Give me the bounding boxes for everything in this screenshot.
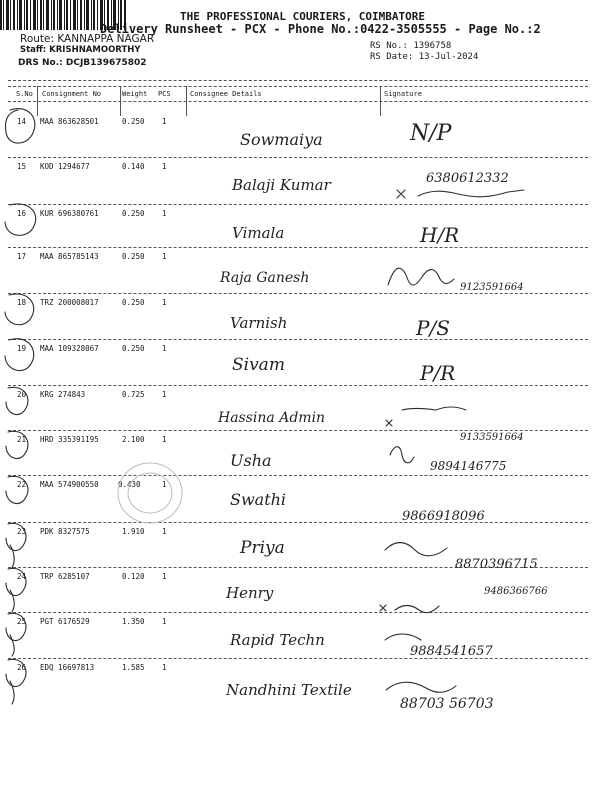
row-weight: 1.350 bbox=[122, 617, 145, 626]
sno-circle-mark bbox=[6, 659, 26, 704]
row-weight: 1.585 bbox=[122, 663, 145, 672]
consignee-handwriting: Sivam bbox=[232, 355, 285, 375]
row-consignment: TRP 6285107 bbox=[40, 572, 90, 581]
consignee-handwriting: Nandhini Textile bbox=[226, 681, 352, 699]
row-sno: 16 bbox=[17, 209, 27, 218]
consignee-handwriting: Swathi bbox=[230, 490, 287, 509]
row-weight: 0.725 bbox=[122, 390, 145, 399]
signature-handwriting: 9884541657 bbox=[410, 644, 493, 659]
route-label: Route: KANNAPPA NAGAR bbox=[20, 33, 155, 45]
sno-circle-mark bbox=[5, 204, 36, 235]
office-stamp bbox=[118, 463, 182, 523]
signature-handwriting: 8870396715 bbox=[455, 557, 538, 572]
row-sno: 26 bbox=[17, 663, 27, 672]
rs-number: RS No.: 1396758 bbox=[370, 41, 452, 51]
signature-handwriting: 9123591664 bbox=[460, 282, 524, 293]
row-sno: 19 bbox=[17, 344, 27, 353]
runsheet-title: Delivery Runsheet - PCX - Phone No.:0422-3505555 - Page No.:2 bbox=[100, 22, 541, 36]
sno-circle-mark bbox=[6, 109, 35, 143]
col-header-consignment: Consignment No bbox=[42, 90, 102, 98]
signature-scribble bbox=[390, 447, 414, 463]
signature-scribble bbox=[385, 543, 447, 556]
signature-scribble bbox=[388, 268, 454, 285]
col-header-pcs: PCS bbox=[158, 90, 171, 98]
consignee-handwriting: Varnish bbox=[230, 314, 288, 332]
row-consignment: MAA 574900550 bbox=[40, 480, 99, 489]
rs-date: RS Date: 13-Jul-2024 bbox=[370, 52, 479, 62]
signature-handwriting: P/R bbox=[420, 361, 456, 385]
row-weight: 2.100 bbox=[122, 435, 145, 444]
row-pcs: 1 bbox=[162, 252, 167, 261]
row-weight: 0.250 bbox=[122, 252, 145, 261]
row-consignment: TRZ 200008017 bbox=[40, 298, 99, 307]
row-weight: 0.250 bbox=[122, 209, 145, 218]
signature-handwriting: P/S bbox=[416, 316, 450, 340]
consignee-handwriting: Hassina Admin bbox=[218, 410, 326, 426]
row-pcs: 1 bbox=[162, 572, 167, 581]
row-consignment: MAA 863628501 bbox=[40, 117, 99, 126]
row-weight: 0.430 bbox=[118, 480, 141, 489]
row-consignment: HRD 335391195 bbox=[40, 435, 99, 444]
row-consignment: KOD 1294677 bbox=[40, 162, 90, 171]
signature-handwriting: 9894146775 bbox=[430, 459, 507, 473]
sno-circle-mark bbox=[6, 387, 28, 414]
consignee-handwriting: Henry bbox=[226, 584, 274, 602]
col-header-signature: Signature bbox=[384, 90, 422, 98]
row-sno: 24 bbox=[17, 572, 27, 581]
row-pcs: 1 bbox=[162, 617, 167, 626]
consignee-handwriting: Vimala bbox=[232, 224, 285, 242]
col-header-sno: S.No bbox=[16, 90, 33, 98]
row-sno: 25 bbox=[17, 617, 27, 626]
row-sno: 18 bbox=[17, 298, 27, 307]
signature-handwriting: 9866918096 bbox=[402, 509, 485, 524]
row-consignment: KUR 696380761 bbox=[40, 209, 99, 218]
row-consignment: KRG 274843 bbox=[40, 390, 86, 399]
row-pcs: 1 bbox=[162, 117, 167, 126]
row-consignment: MAA 865785143 bbox=[40, 252, 99, 261]
row-weight: 0.120 bbox=[122, 572, 145, 581]
col-header-weight: Weight bbox=[122, 90, 148, 98]
row-consignment: PGT 6176529 bbox=[40, 617, 90, 626]
signature-handwriting: 9486366766 bbox=[484, 586, 548, 597]
consignee-handwriting: Usha bbox=[230, 451, 272, 470]
row-weight: 0.250 bbox=[122, 117, 145, 126]
row-pcs: 1 bbox=[162, 298, 167, 307]
row-consignment: PDK 8327575 bbox=[40, 527, 90, 536]
sno-circle-mark bbox=[6, 431, 28, 458]
consignee-handwriting: Priya bbox=[240, 538, 285, 558]
row-pcs: 1 bbox=[162, 344, 167, 353]
row-weight: 0.250 bbox=[122, 344, 145, 353]
row-consignment: EDQ 16697813 bbox=[40, 663, 95, 672]
row-sno: 22 bbox=[17, 480, 27, 489]
signature-handwriting: 88703 56703 bbox=[400, 696, 494, 712]
row-pcs: 1 bbox=[162, 663, 167, 672]
sno-circle-mark bbox=[5, 339, 34, 371]
signature-handwriting: 9133591664 bbox=[460, 432, 524, 443]
signature-scribble bbox=[385, 634, 421, 640]
row-weight: 1.910 bbox=[122, 527, 145, 536]
sno-circle-mark bbox=[6, 613, 26, 656]
row-sno: 20 bbox=[17, 390, 27, 399]
row-sno: 15 bbox=[17, 162, 27, 171]
row-pcs: 1 bbox=[162, 162, 167, 171]
row-sno: 21 bbox=[17, 435, 27, 444]
signature-handwriting: N/P bbox=[410, 121, 452, 146]
row-sno: 23 bbox=[17, 527, 27, 536]
row-pcs: 1 bbox=[162, 390, 167, 399]
sno-circle-mark bbox=[6, 523, 26, 568]
signature-scribble bbox=[386, 407, 466, 426]
col-header-details: Consignee Details bbox=[190, 90, 262, 98]
sno-circle-mark bbox=[6, 476, 28, 503]
signature-handwriting: 6380612332 bbox=[426, 171, 509, 186]
signature-handwriting: H/R bbox=[420, 223, 460, 247]
row-sno: 17 bbox=[17, 252, 27, 261]
row-consignment: MAA 109328067 bbox=[40, 344, 99, 353]
signature-scribble bbox=[380, 605, 439, 613]
staff-label: Staff: KRISHNAMOORTHY bbox=[20, 45, 141, 55]
company-name: THE PROFESSIONAL COURIERS, COIMBATORE bbox=[180, 10, 426, 23]
row-weight: 0.140 bbox=[122, 162, 145, 171]
row-weight: 0.250 bbox=[122, 298, 145, 307]
drs-number: DRS No.: DCJB139675802 bbox=[18, 58, 147, 68]
consignee-handwriting: Balaji Kumar bbox=[232, 176, 331, 194]
row-pcs: 1 bbox=[162, 435, 167, 444]
sno-circle-mark bbox=[5, 294, 34, 325]
row-pcs: 1 bbox=[162, 527, 167, 536]
row-pcs: 1 bbox=[162, 209, 167, 218]
consignee-handwriting: Raja Ganesh bbox=[220, 270, 310, 286]
sno-circle-mark bbox=[6, 568, 26, 612]
row-pcs: 1 bbox=[162, 480, 167, 489]
consignee-handwriting: Rapid Techn bbox=[230, 631, 325, 649]
signature-scribble bbox=[397, 190, 524, 198]
signature-scribble bbox=[386, 682, 456, 692]
row-sno: 14 bbox=[17, 117, 27, 126]
consignee-handwriting: Sowmaiya bbox=[240, 130, 323, 149]
